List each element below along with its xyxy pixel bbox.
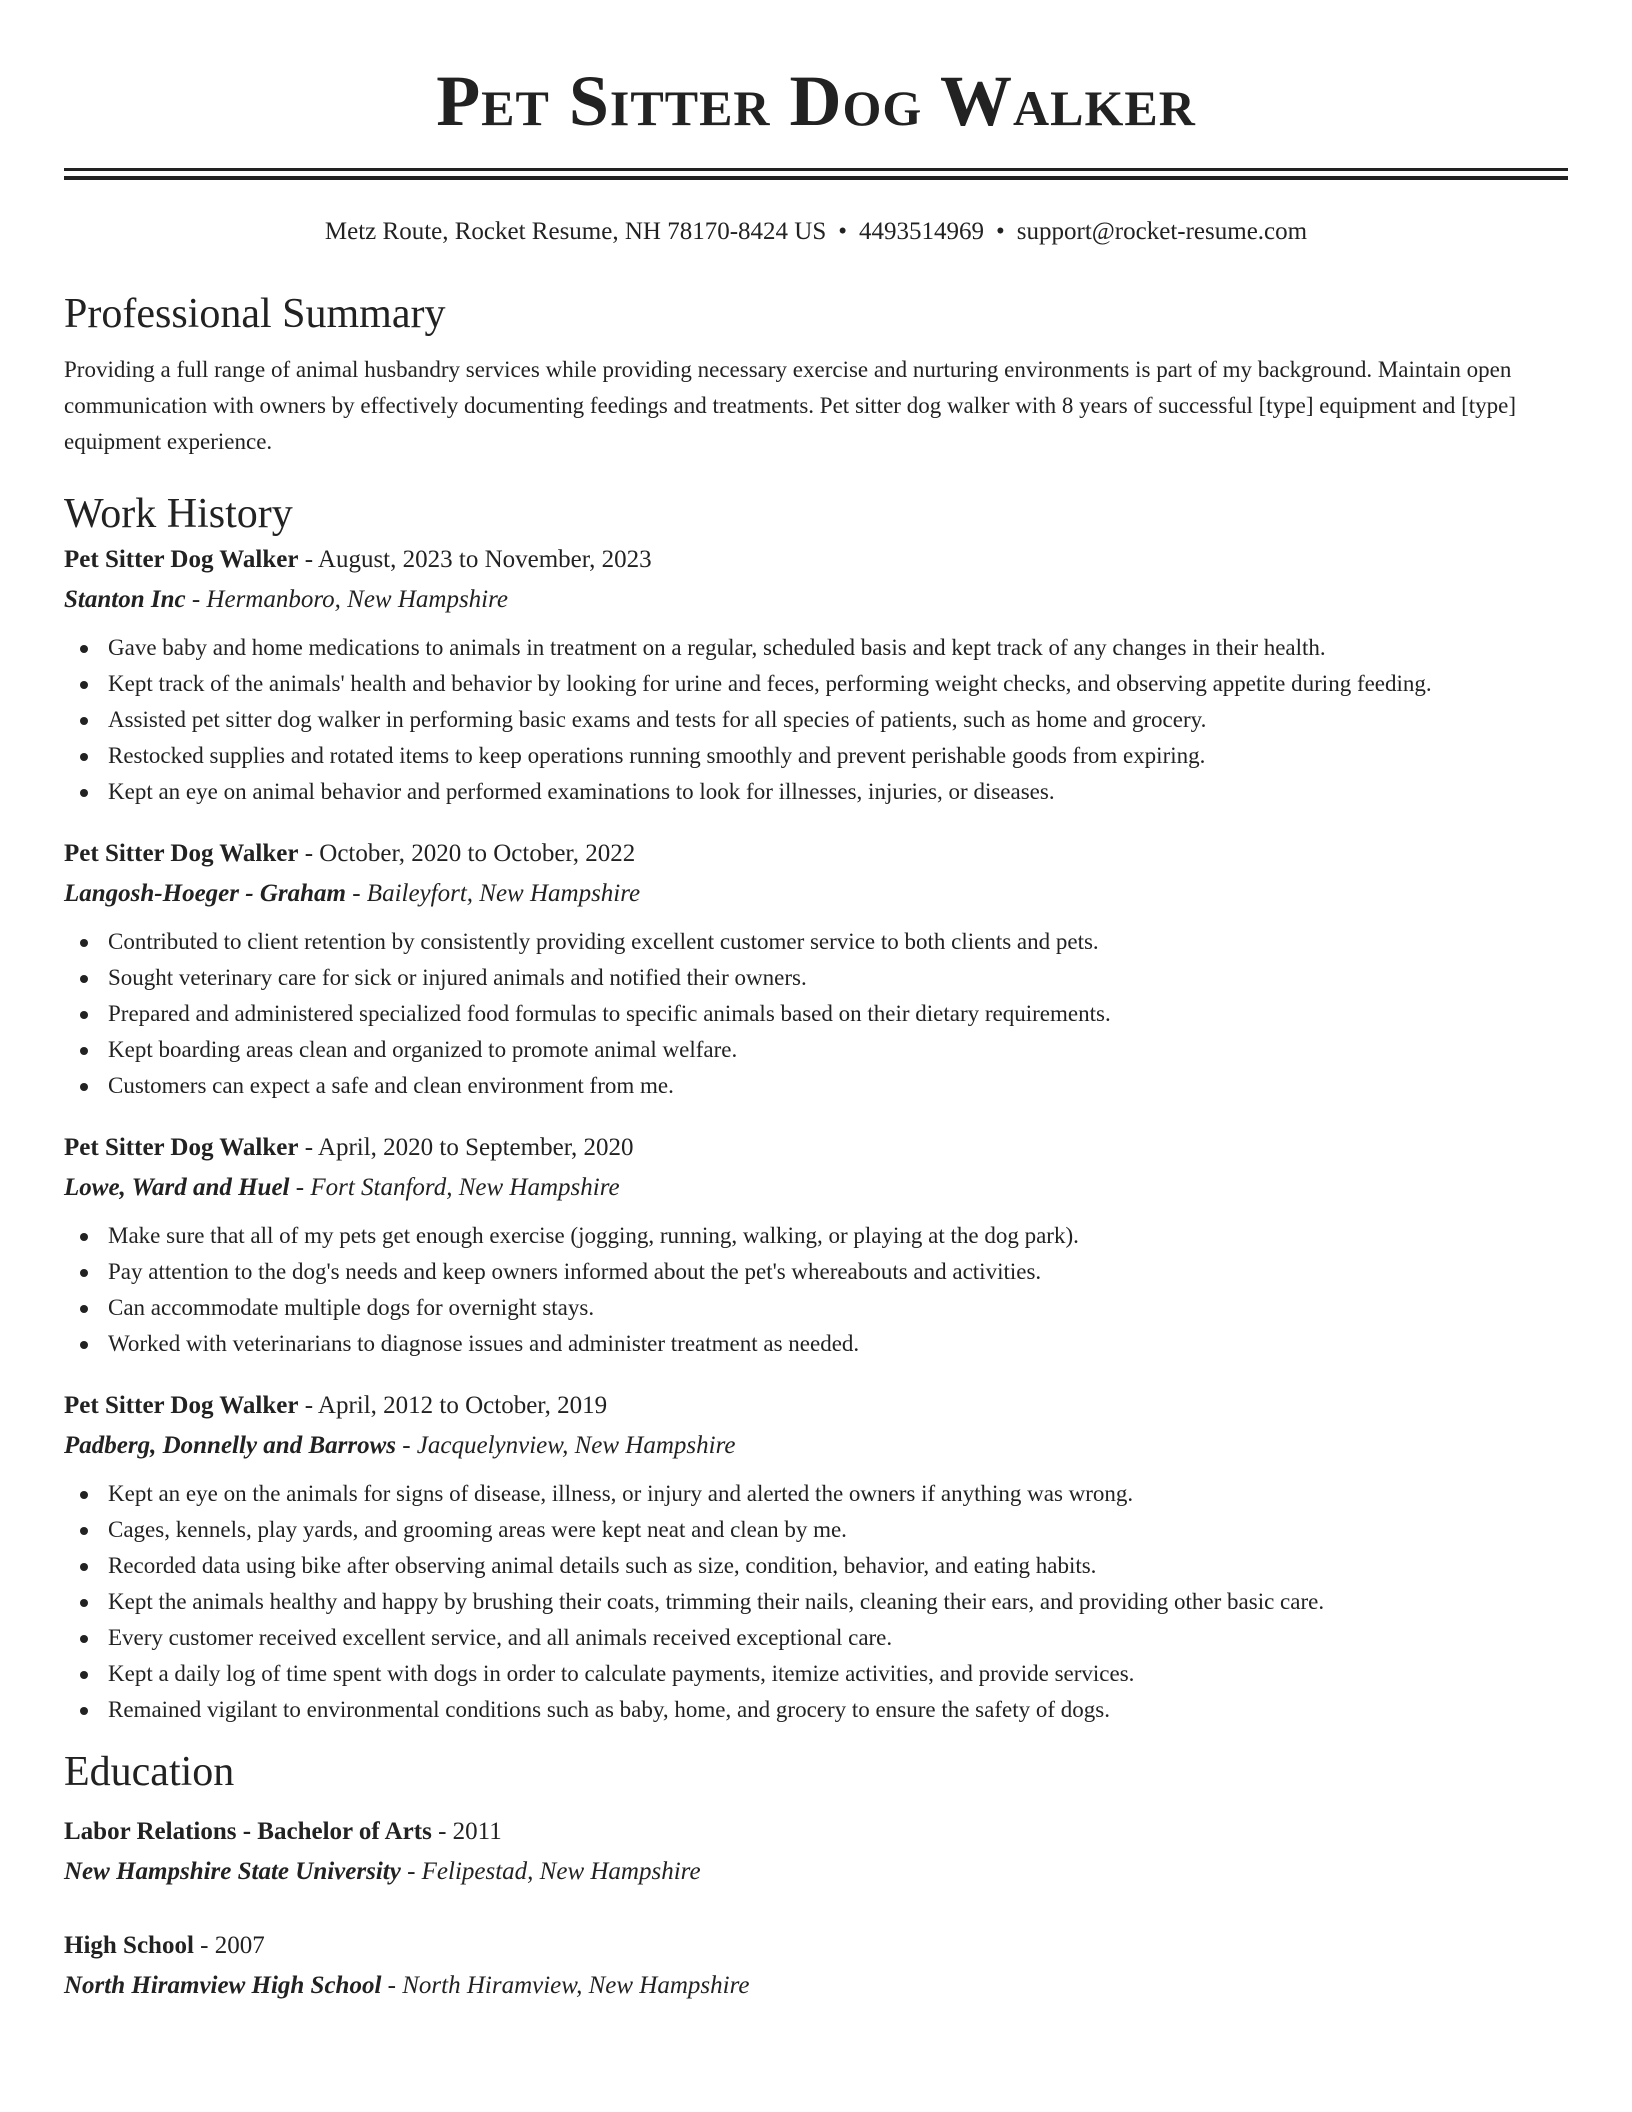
job-header bbox=[64, 1128, 1568, 1168]
job-duty: Kept an eye on animal behavior and performed examinations to look for illnesses, injuries, or diseases. bbox=[64, 774, 1568, 810]
job-duty: Contributed to client retention by consistently providing excellent customer service to both clients and pets. bbox=[64, 924, 1568, 960]
contact-line bbox=[64, 216, 1568, 248]
job-duty: Kept the animals healthy and happy by brushing their coats, trimming their nails, cleaning their ears, and providing other basic care. bbox=[64, 1584, 1568, 1620]
education-school-line bbox=[64, 1852, 1568, 1892]
job-duty: Make sure that all of my pets get enough exercise (jogging, running, walking, or playing at the dog park). bbox=[64, 1218, 1568, 1254]
job-entry bbox=[64, 834, 1568, 1104]
education-year: - 2011 bbox=[431, 1818, 502, 1845]
job-duty: Kept an eye on the animals for signs of disease, illness, or injury and alerted the owners if anything was wrong. bbox=[64, 1476, 1568, 1512]
resume-name: Pet Sitter Dog Walker bbox=[436, 61, 1196, 141]
job-duty: Prepared and administered specialized food formulas to specific animals based on their dietary requirements. bbox=[64, 996, 1568, 1032]
job-dates: - April, 2012 to October, 2019 bbox=[298, 1392, 608, 1419]
job-location: - Hermanboro, New Hampshire bbox=[185, 586, 509, 613]
education-school: North Hiramview High School bbox=[64, 1972, 382, 1999]
summary-heading: Professional Summary bbox=[64, 291, 446, 337]
job-duty: Pay attention to the dog's needs and keep owners informed about the pet's whereabouts and activities. bbox=[64, 1254, 1568, 1290]
education-header bbox=[64, 1926, 1568, 1966]
job-header bbox=[64, 1386, 1568, 1426]
education-year: - 2007 bbox=[193, 1932, 265, 1959]
education-location: - Felipestad, New Hampshire bbox=[400, 1858, 701, 1885]
job-duty: Remained vigilant to environmental conditions such as baby, home, and grocery to ensure the safety of dogs. bbox=[64, 1692, 1568, 1728]
job-employer bbox=[64, 1426, 1568, 1466]
summary-text: Providing a full range of animal husbandry services while providing necessary exercise and nurturing environments is part of my background. Maintain open communication with owners by effectively documenting feedings and treatments. Pet sitter dog walker with 8 years of successful [type] equipment and [type] equipment experience. bbox=[64, 357, 1516, 454]
job-duty: Kept track of the animals' health and behavior by looking for urine and feces, performing weight checks, and observing appetite during feeding. bbox=[64, 666, 1568, 702]
job-dates: - August, 2023 to November, 2023 bbox=[298, 546, 652, 573]
job-company: Padberg, Donnelly and Barrows bbox=[64, 1432, 396, 1459]
job-duty: Restocked supplies and rotated items to keep operations running smoothly and prevent perishable goods from expiring. bbox=[64, 738, 1568, 774]
job-company: Stanton Inc bbox=[64, 586, 186, 613]
job-location: - Baileyfort, New Hampshire bbox=[345, 880, 641, 907]
job-duty: Can accommodate multiple dogs for overnight stays. bbox=[64, 1290, 1568, 1326]
education-degree: Labor Relations - Bachelor of Arts bbox=[64, 1818, 432, 1845]
job-dates: - April, 2020 to September, 2020 bbox=[298, 1134, 634, 1161]
job-entry bbox=[64, 1386, 1568, 1728]
education-header bbox=[64, 1812, 1568, 1852]
job-duties-list bbox=[64, 630, 1568, 810]
job-company: Langosh-Hoeger - Graham bbox=[64, 880, 346, 907]
job-duty: Sought veterinary care for sick or injured animals and notified their owners. bbox=[64, 960, 1568, 996]
job-duty: Kept boarding areas clean and organized to promote animal welfare. bbox=[64, 1032, 1568, 1068]
job-title: Pet Sitter Dog Walker bbox=[64, 1392, 299, 1419]
work-history-heading: Work History bbox=[64, 491, 293, 537]
job-location: - Jacquelynview, New Hampshire bbox=[395, 1432, 736, 1459]
job-title: Pet Sitter Dog Walker bbox=[64, 546, 299, 573]
job-duty: Every customer received excellent service, and all animals received exceptional care. bbox=[64, 1620, 1568, 1656]
contact-separator: • bbox=[996, 218, 1005, 245]
job-duties-list bbox=[64, 1218, 1568, 1362]
contact-separator: • bbox=[838, 218, 848, 245]
job-entry bbox=[64, 540, 1568, 810]
job-entry bbox=[64, 1128, 1568, 1362]
job-header bbox=[64, 540, 1568, 580]
job-employer bbox=[64, 874, 1568, 914]
contact-phone: 4493514969 bbox=[859, 218, 985, 245]
education-entry bbox=[64, 1812, 1568, 1892]
job-employer bbox=[64, 580, 1568, 620]
job-duty: Cages, kennels, play yards, and grooming areas were kept neat and clean by me. bbox=[64, 1512, 1568, 1548]
education-heading: Education bbox=[64, 1749, 235, 1795]
job-duty: Assisted pet sitter dog walker in performing basic exams and tests for all species of patients, such as home and grocery. bbox=[64, 702, 1568, 738]
education-location: - North Hiramview, New Hampshire bbox=[381, 1972, 750, 1999]
job-employer bbox=[64, 1168, 1568, 1208]
job-duty: Gave baby and home medications to animals in treatment on a regular, scheduled basis and kept track of any changes in their health. bbox=[64, 630, 1568, 666]
education-school-line bbox=[64, 1966, 1568, 2006]
education-entry bbox=[64, 1926, 1568, 2006]
job-duty: Kept a daily log of time spent with dogs in order to calculate payments, itemize activities, and provide services. bbox=[64, 1656, 1568, 1692]
contact-address: Metz Route, Rocket Resume, NH 78170-8424 US bbox=[324, 218, 827, 245]
contact-email: support@rocket-resume.com bbox=[1016, 218, 1308, 245]
header-divider bbox=[64, 168, 1568, 180]
job-duty: Customers can expect a safe and clean environment from me. bbox=[64, 1068, 1568, 1104]
job-duties-list bbox=[64, 924, 1568, 1104]
job-header bbox=[64, 834, 1568, 874]
job-duty: Recorded data using bike after observing animal details such as size, condition, behavior, and eating habits. bbox=[64, 1548, 1568, 1584]
job-duty: Worked with veterinarians to diagnose issues and administer treatment as needed. bbox=[64, 1326, 1568, 1362]
job-location: - Fort Stanford, New Hampshire bbox=[289, 1174, 620, 1201]
job-dates: - October, 2020 to October, 2022 bbox=[298, 840, 636, 867]
job-title: Pet Sitter Dog Walker bbox=[64, 1134, 299, 1161]
education-school: New Hampshire State University bbox=[64, 1858, 401, 1885]
job-title: Pet Sitter Dog Walker bbox=[64, 840, 299, 867]
job-duties-list bbox=[64, 1476, 1568, 1728]
job-company: Lowe, Ward and Huel bbox=[64, 1174, 290, 1201]
education-degree: High School bbox=[64, 1932, 194, 1959]
